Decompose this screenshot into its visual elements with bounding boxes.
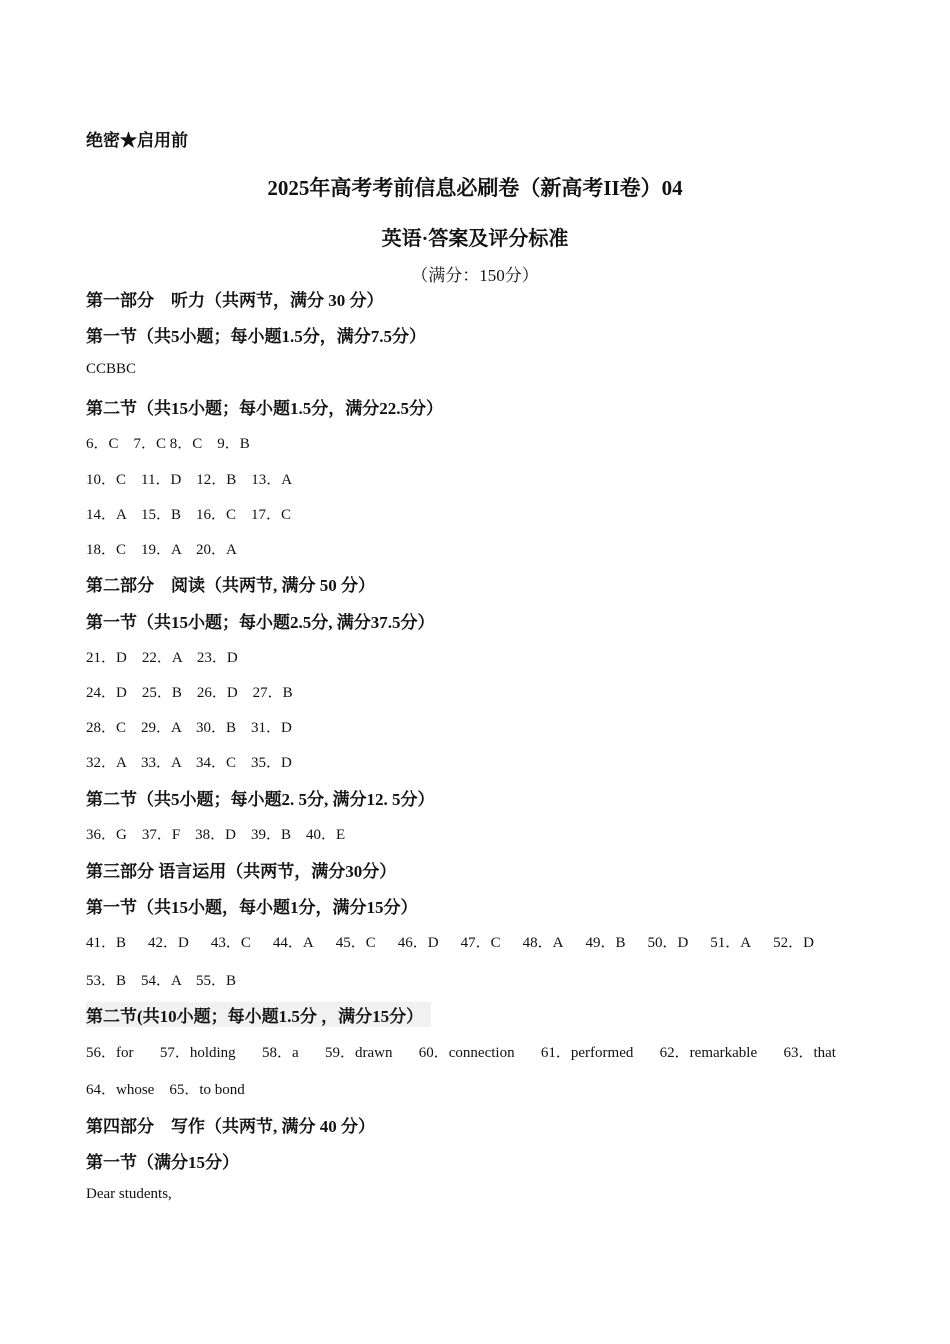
part3-sec1-heading: 第一节（共15小题，每小题1分，满分15分）: [86, 898, 418, 917]
secret-label: 绝密★启用前: [86, 131, 188, 150]
answer-row: 53．B 54．A 55．B: [86, 973, 237, 989]
answer-item: 50．D: [647, 935, 689, 951]
answer-row: 18．C 19．A 20．A: [86, 542, 237, 558]
answer-item: 60．connection: [418, 1045, 515, 1061]
part1-heading: 第一部分 听力（共两节，满分 30 分）: [86, 291, 384, 310]
part3-heading: 第三部分 语言运用（共两节，满分30分）: [86, 862, 397, 881]
answer-item: 48．A: [522, 935, 564, 951]
answer-row: 64．whose 65．to bond: [86, 1082, 245, 1098]
answer-row: 28．C 29．A 30．B 31．D: [86, 720, 292, 736]
document-title: 2025年高考考前信息必刷卷（新高考II卷）04: [267, 176, 683, 200]
answer-item: 62．remarkable: [659, 1045, 758, 1061]
answer-item: 43．C: [210, 935, 251, 951]
answer-item: 46．D: [397, 935, 439, 951]
answer-row-wide: [86, 931, 814, 952]
answer-item: 57．holding: [159, 1045, 236, 1061]
part2-heading: 第二部分 阅读（共两节, 满分 50 分）: [86, 576, 375, 595]
part1-sec2-heading: 第二节（共15小题；每小题1.5分，满分22.5分）: [86, 399, 443, 418]
answer-row: 36．G 37．F 38．D 39．B 40．E: [86, 827, 346, 843]
answer-item: 51．A: [710, 935, 752, 951]
answer-item: 56．for: [86, 1045, 134, 1061]
document-subtitle: 英语·答案及评分标准: [381, 228, 569, 250]
answer-row-wide: [86, 1041, 836, 1062]
answer-row: 32．A 33．A 34．C 35．D: [86, 755, 292, 771]
answer-item: 61．performed: [540, 1045, 634, 1061]
answer-row: 10．C 11．D 12．B 13．A: [86, 472, 293, 488]
answer-item: 44．A: [272, 935, 314, 951]
answer-item: 52．D: [773, 935, 814, 951]
part4-heading: 第四部分 写作（共两节, 满分 40 分）: [86, 1117, 375, 1136]
answer-item: 63．that: [783, 1045, 836, 1061]
part2-sec2-heading: 第二节（共5小题；每小题2. 5分, 满分12. 5分）: [86, 790, 435, 809]
part1-sec1-heading: 第一节（共5小题；每小题1.5分，满分7.5分）: [86, 327, 426, 346]
essay-salutation: Dear students,: [86, 1186, 172, 1202]
full-score: （满分：150分）: [411, 266, 539, 285]
answer-item: 49．B: [585, 935, 626, 951]
answer-row: 14．A 15．B 16．C 17．C: [86, 507, 292, 523]
answer-item: 42．D: [148, 935, 189, 951]
part2-sec1-heading: 第一节（共15小题；每小题2.5分, 满分37.5分）: [86, 613, 435, 632]
answer-row: 21．D 22．A 23．D: [86, 650, 238, 666]
part4-sec1-heading: 第一节（满分15分）: [86, 1153, 239, 1172]
answer-item: 45．C: [335, 935, 376, 951]
answer-row: 24．D 25．B 26．D 27．B: [86, 685, 293, 701]
answer-item: 41．B: [86, 935, 127, 951]
answer-item: 59．drawn: [324, 1045, 393, 1061]
answer-item: 47．C: [460, 935, 501, 951]
answer-item: 58．a: [261, 1045, 299, 1061]
answer-row: 6．C 7．C 8．C 9．B: [86, 436, 250, 452]
part3-sec2-heading: 第二节(共10小题；每小题1.5分 ，满分15分）: [86, 1002, 431, 1027]
part1-sec1-answers: CCBBC: [86, 361, 137, 377]
